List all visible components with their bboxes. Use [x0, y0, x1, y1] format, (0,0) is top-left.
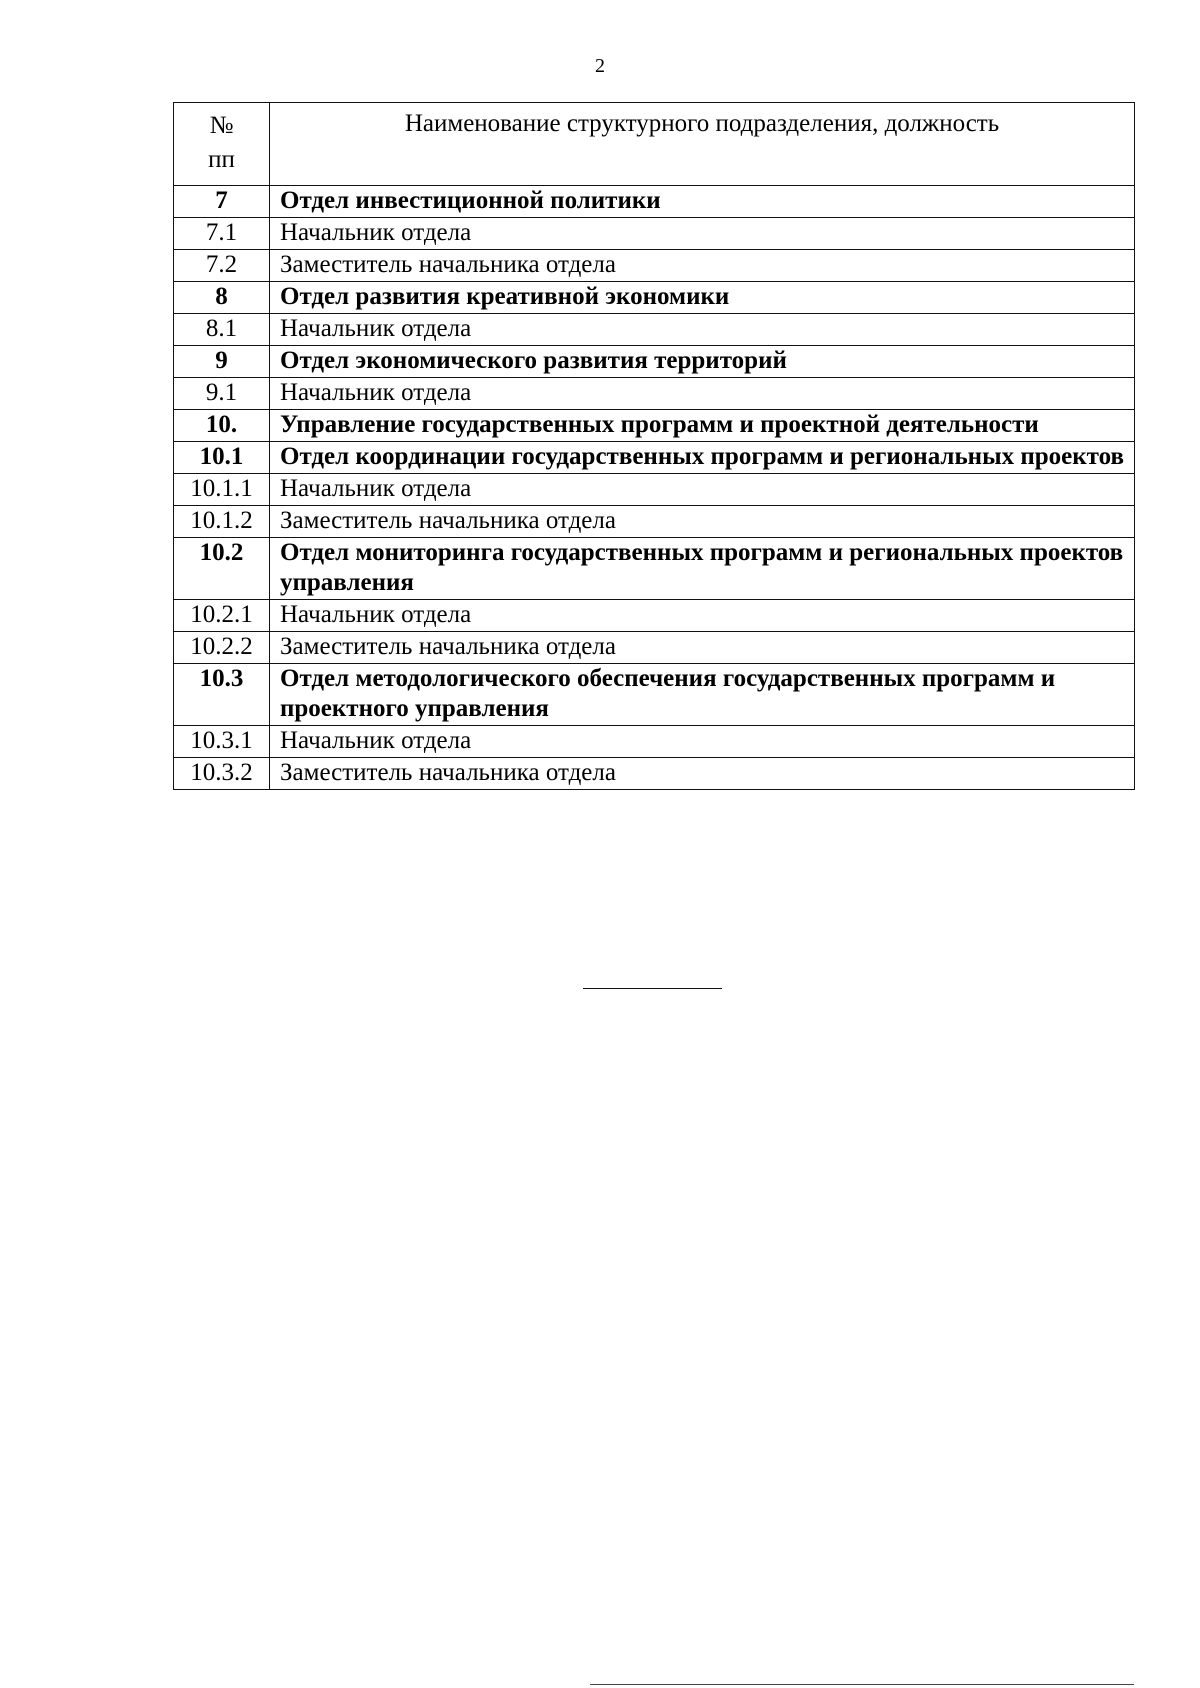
row-number-cell: 10.3.1	[174, 726, 270, 758]
table-row	[174, 218, 1135, 250]
position-name-cell: Заместитель начальника отдела	[270, 250, 1135, 282]
table-row	[174, 474, 1135, 506]
row-number-cell: 9.1	[174, 378, 270, 410]
table-row	[174, 378, 1135, 410]
table-row	[174, 538, 1135, 600]
department-name-cell: Отдел координации государственных программ и региональных проектов	[270, 442, 1135, 474]
table-row	[174, 632, 1135, 664]
table-row	[174, 346, 1135, 378]
column-header-number-line2: пп	[208, 146, 235, 173]
page-number: 2	[595, 55, 605, 77]
position-name-cell: Начальник отдела	[270, 314, 1135, 346]
department-name-cell: Отдел экономического развития территорий	[270, 346, 1135, 378]
positions-table	[173, 102, 1135, 790]
bottom-edge-rule	[590, 1684, 1134, 1685]
position-name-cell: Начальник отдела	[270, 474, 1135, 506]
department-name-cell: Отдел методологического обеспечения государственных программ и проектного управления	[270, 664, 1135, 726]
table-row	[174, 282, 1135, 314]
row-number-cell: 7	[174, 186, 270, 218]
column-header-name: Наименование структурного подразделения, должность	[270, 103, 1135, 186]
department-name-cell: Отдел мониторинга государственных программ и региональных проектов управления	[270, 538, 1135, 600]
department-name-cell: Отдел развития креативной экономики	[270, 282, 1135, 314]
position-name-cell: Начальник отдела	[270, 600, 1135, 632]
department-name-cell: Отдел инвестиционной политики	[270, 186, 1135, 218]
row-number-cell: 10.2.2	[174, 632, 270, 664]
table-header-row	[174, 103, 1135, 186]
position-name-cell: Заместитель начальника отдела	[270, 632, 1135, 664]
row-number-cell: 7.1	[174, 218, 270, 250]
row-number-cell: 9	[174, 346, 270, 378]
table-row	[174, 664, 1135, 726]
row-number-cell: 10.3.2	[174, 758, 270, 790]
column-header-number	[174, 103, 270, 186]
table-row	[174, 600, 1135, 632]
table-row	[174, 410, 1135, 442]
end-of-document-line	[583, 988, 722, 989]
position-name-cell: Начальник отдела	[270, 378, 1135, 410]
row-number-cell: 10.1	[174, 442, 270, 474]
row-number-cell: 10.1.2	[174, 506, 270, 538]
table-row	[174, 506, 1135, 538]
column-header-number-line1: №	[209, 112, 234, 139]
row-number-cell: 7.2	[174, 250, 270, 282]
position-name-cell: Заместитель начальника отдела	[270, 758, 1135, 790]
row-number-cell: 8	[174, 282, 270, 314]
table-row	[174, 726, 1135, 758]
table-row	[174, 314, 1135, 346]
position-name-cell: Начальник отдела	[270, 218, 1135, 250]
row-number-cell: 10.1.1	[174, 474, 270, 506]
table-row	[174, 758, 1135, 790]
row-number-cell: 10.3	[174, 664, 270, 726]
table-row	[174, 250, 1135, 282]
table-row	[174, 442, 1135, 474]
row-number-cell: 10.2	[174, 538, 270, 600]
position-name-cell: Начальник отдела	[270, 726, 1135, 758]
row-number-cell: 10.2.1	[174, 600, 270, 632]
table-body	[174, 186, 1135, 790]
position-name-cell: Заместитель начальника отдела	[270, 506, 1135, 538]
table-row	[174, 186, 1135, 218]
row-number-cell: 8.1	[174, 314, 270, 346]
row-number-cell: 10.	[174, 410, 270, 442]
department-name-cell: Управление государственных программ и проектной деятельности	[270, 410, 1135, 442]
